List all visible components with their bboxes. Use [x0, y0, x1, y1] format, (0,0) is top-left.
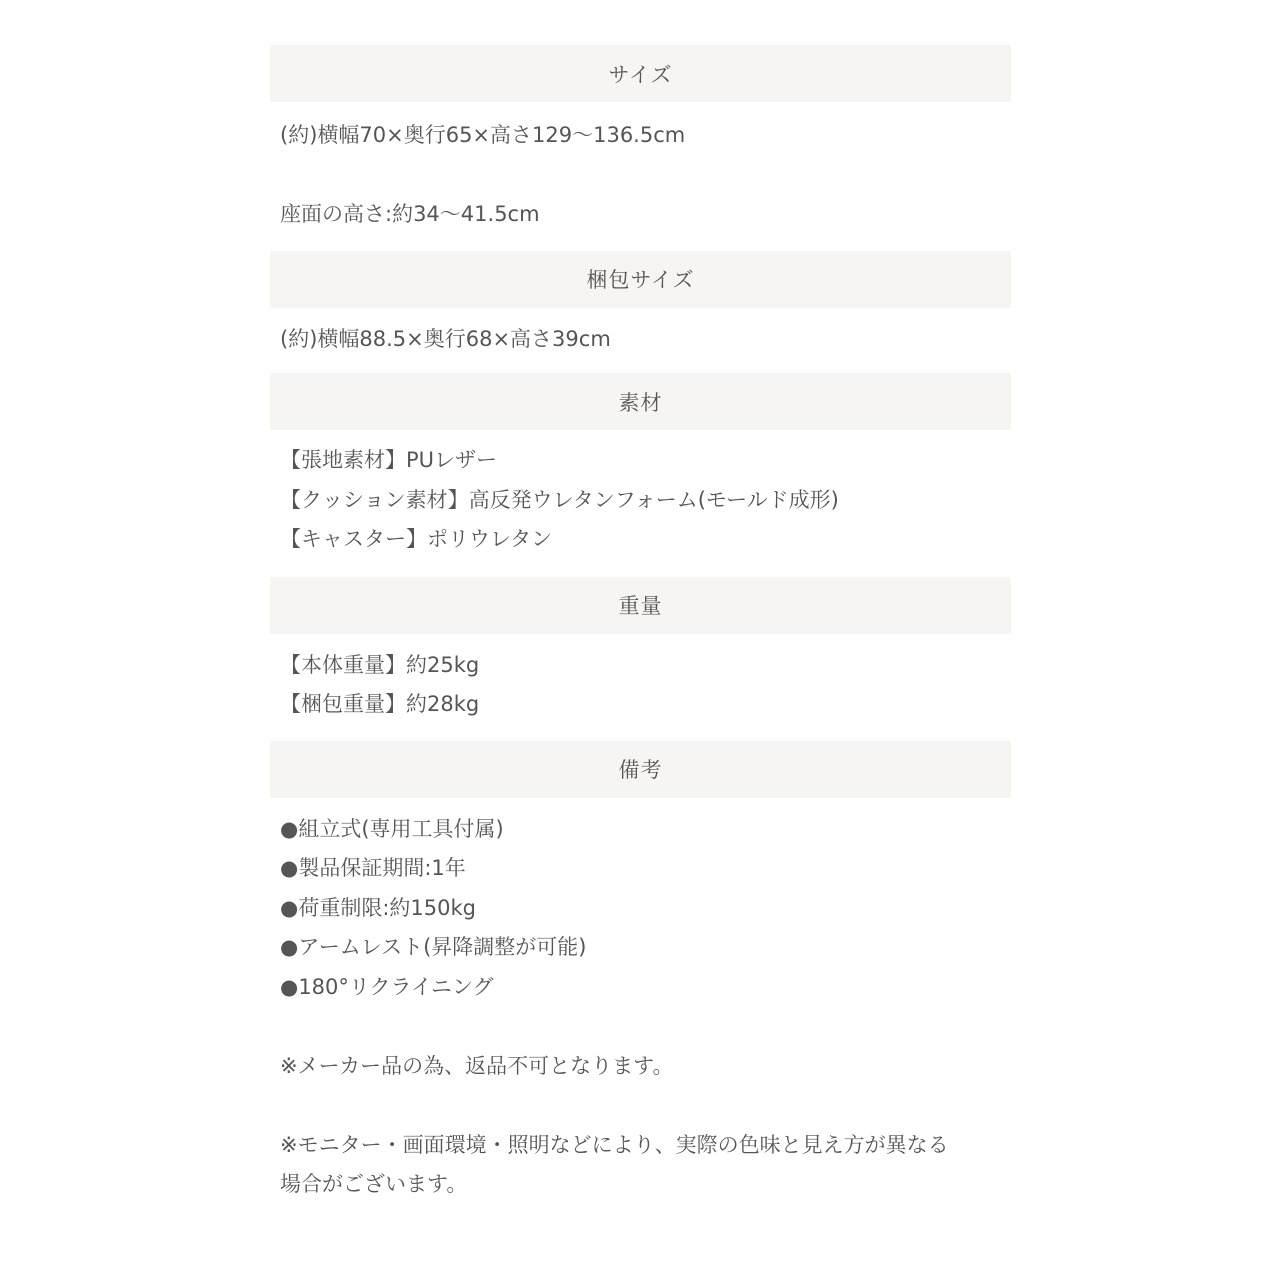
weight-package: 【梱包重量】約28kg [280, 692, 480, 716]
package-dimensions: (約)横幅88.5×奥行68×高さ39cm [280, 326, 611, 351]
section-body-size [270, 102, 1011, 251]
section-header-size: サイズ [270, 45, 1011, 102]
note-load-limit: ●荷重制限:約150kg [280, 895, 476, 920]
note-no-returns: ※メーカー品の為、返品不可となります。 [280, 1053, 674, 1078]
section-size [270, 45, 1011, 251]
material-caster: 【キャスター】ポリウレタン [280, 527, 553, 551]
section-package-size [270, 251, 1011, 374]
section-header-notes: 備考 [270, 741, 1011, 798]
section-weight [270, 577, 1011, 741]
note-warranty: ●製品保証期間:1年 [280, 856, 466, 880]
section-notes [270, 741, 1011, 1205]
size-seat-height: 座面の高さ:約34〜41.5cm [280, 202, 540, 226]
section-header-material: 素材 [270, 373, 1011, 430]
note-color-disclaimer: ※モニター・画面環境・照明などにより、実際の色味と見え方が異なる [280, 1132, 949, 1157]
section-body-notes [270, 798, 1011, 1205]
note-assembly: ●組立式(専用工具付属) [280, 816, 504, 841]
material-cushion: 【クッション素材】高反発ウレタンフォーム(モールド成形) [280, 487, 839, 512]
section-header-package-size: 梱包サイズ [270, 251, 1011, 308]
note-color-disclaimer-cont: 場合がございます。 [280, 1172, 468, 1196]
weight-body: 【本体重量】約25kg [280, 652, 480, 677]
section-header-weight: 重量 [270, 577, 1011, 634]
size-dimensions: (約)横幅70×奥行65×高さ129〜136.5cm [280, 123, 686, 147]
section-body-package-size [270, 308, 1011, 374]
section-material [270, 373, 1011, 577]
spec-table [270, 45, 1011, 1205]
note-armrest: ●アームレスト(昇降調整が可能) [280, 935, 587, 959]
material-upholstery: 【張地素材】PUレザー [280, 448, 498, 472]
section-body-weight [270, 634, 1011, 741]
section-body-material [270, 430, 1011, 577]
note-recline: ●180°リクライニング [280, 974, 494, 999]
